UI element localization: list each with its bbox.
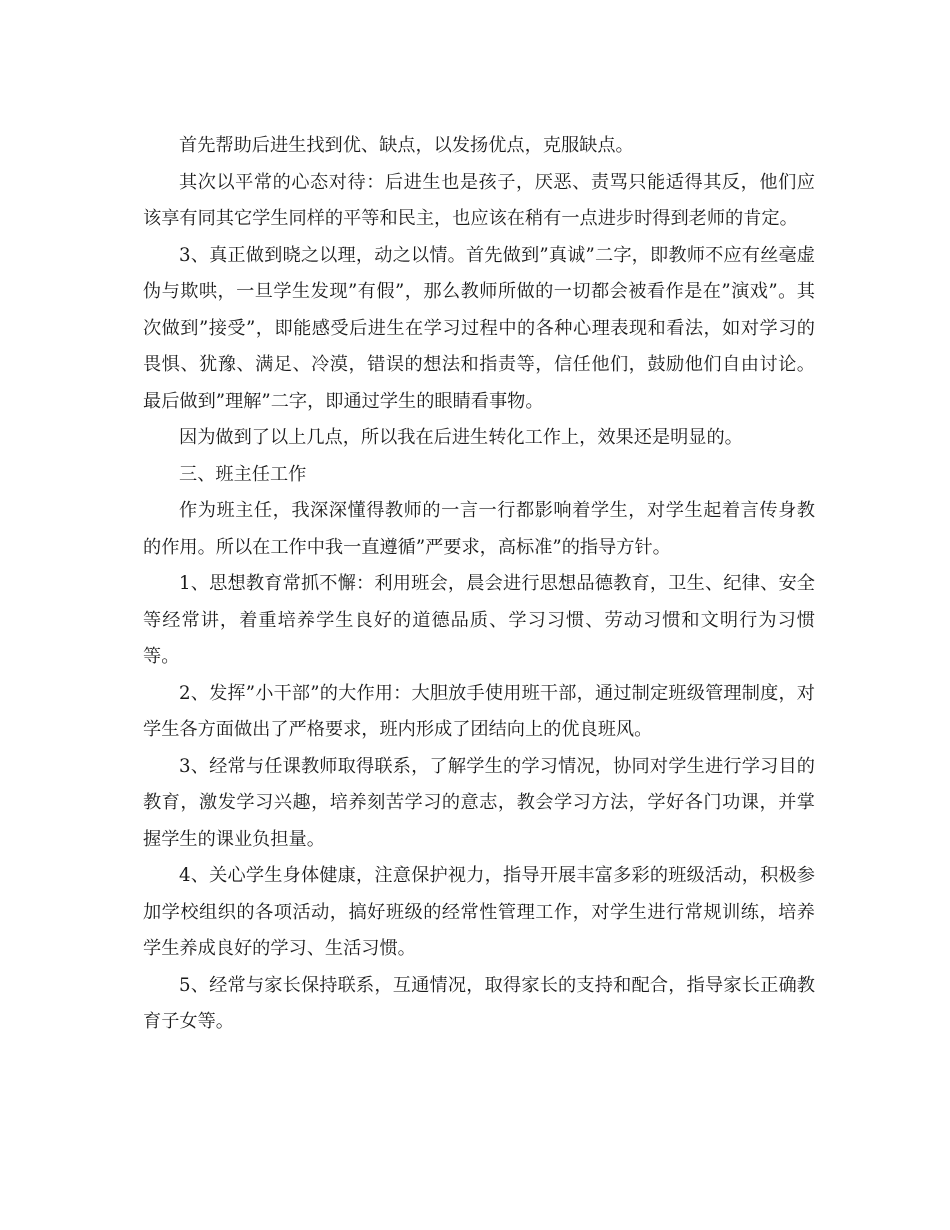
- paragraph-11: 5、经常与家长保持联系，互通情况，取得家长的支持和配合，指导家长正确教育子女等。: [143, 974, 815, 1032]
- paragraph-4: 因为做到了以上几点，所以我在后进生转化工作上，效果还是明显的。: [179, 427, 743, 448]
- section-heading: 三、班主任工作: [179, 463, 307, 485]
- paragraph-2: 其次以平常的心态对待：后进生也是孩子，厌恶、责骂只能适得其反，他们应该享有同其它学生同样的平等和民主，也应该在稍有一点进步时得到老师的肯定。: [143, 171, 815, 229]
- paragraph-10: 4、关心学生身体健康，注意保护视力，指导开展丰富多彩的班级活动，积极参加学校组织的各项活动，搞好班级的经常性管理工作，对学生进行常规训练，培养学生养成良好的学习、生活习惯。: [143, 865, 815, 959]
- paragraph-7: 1、思想教育常抓不懈：利用班会，晨会进行思想品德教育，卫生、纪律、安全等经常讲，着重培养学生良好的道德品质、学习习惯、劳动习惯和文明行为习惯等。: [143, 573, 815, 667]
- paragraph-8: 2、发挥”小干部”的大作用：大胆放手使用班干部，通过制定班级管理制度，对学生各方面做出了严格要求，班内形成了团结向上的优良班风。: [143, 682, 815, 740]
- document-body: [143, 128, 815, 1041]
- paragraph-3: 3、真正做到晓之以理，动之以情。首先做到”真诚”二字，即教师不应有丝毫虚伪与欺哄，一旦学生发现”有假”，那么教师所做的一切都会被看作是在”演戏”。其次做到”接受”，即能感受后进生在学习过程中的各种心理表现和看法，如对学习的畏惧、犹豫、满足、冷漠，错误的想法和指责等，信任他们，鼓励他们自由讨论。最后做到”理解”二字，即通过学生的眼睛看事物。: [143, 244, 815, 412]
- paragraph-9: 3、经常与任课教师取得联系，了解学生的学习情况，协同对学生进行学习目的教育，激发学习兴趣，培养刻苦学习的意志，教会学习方法，学好各门功课，并掌握学生的课业负担量。: [143, 755, 815, 850]
- paragraph-6: 作为班主任，我深深懂得教师的一言一行都影响着学生，对学生起着言传身教的作用。所以在工作中我一直遵循”严要求，高标准”的指导方针。: [143, 500, 815, 558]
- paragraph-1: 首先帮助后进生找到优、缺点，以发扬优点，克服缺点。: [179, 135, 634, 156]
